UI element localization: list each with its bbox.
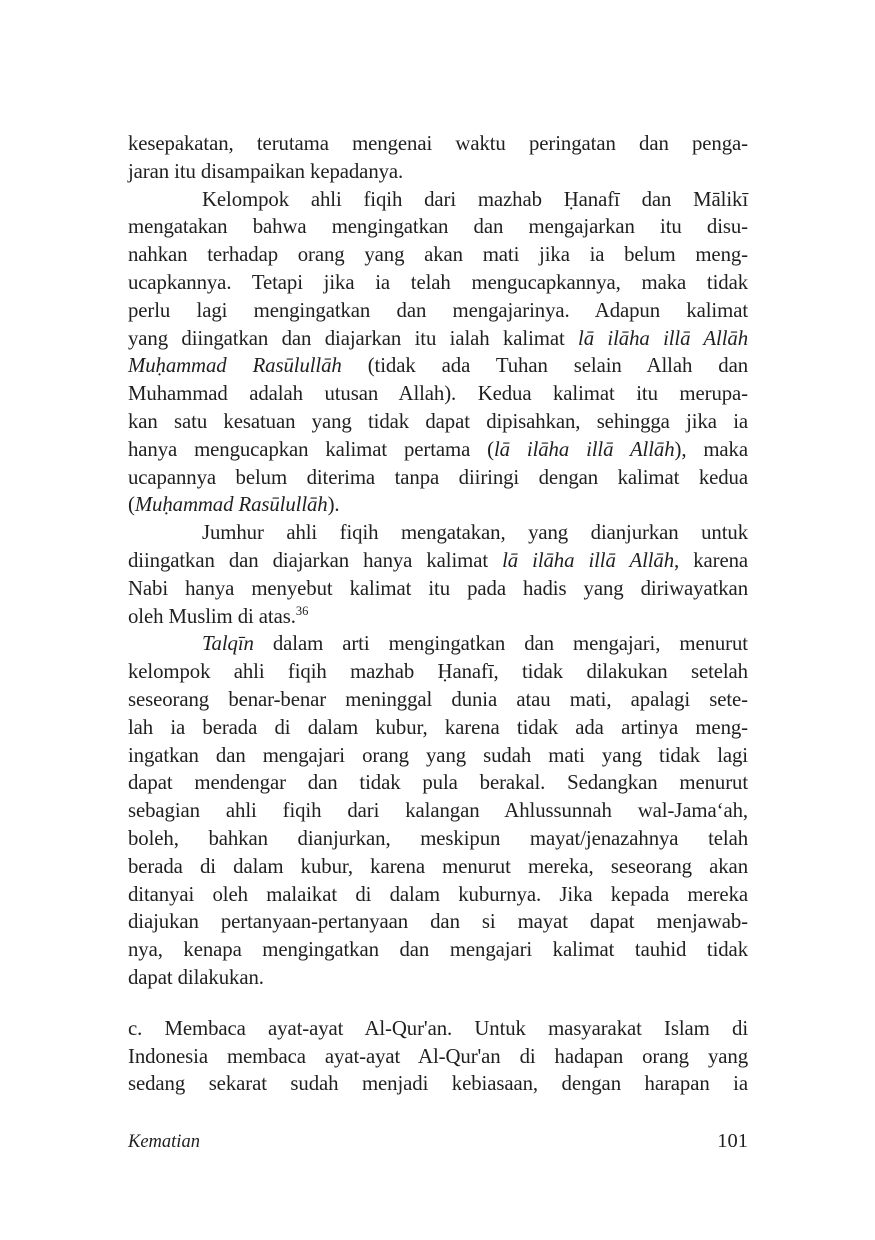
text-segment: kelompok ahli fiqih mazhab Ḥanafī, tidak dilakukan setelah	[128, 660, 748, 684]
text-segment: seseorang benar-benar meninggal dunia atau mati, apalagi sete-	[128, 687, 748, 711]
paragraph	[128, 519, 748, 630]
paragraph	[128, 130, 748, 186]
text-line	[128, 297, 748, 325]
text-line	[128, 325, 748, 353]
text-line	[128, 464, 748, 492]
transliteration-italic: Muḥammad Rasūlullāh	[128, 354, 342, 378]
text-segment: nahkan terhadap orang yang akan mati jika ia belum meng-	[128, 243, 748, 267]
text-segment: sebagian ahli fiqih dari kalangan Ahlussunnah wal-Jama‘ah,	[128, 799, 748, 823]
text-line	[128, 853, 748, 881]
text-segment: dapat dilakukan.	[128, 965, 264, 989]
paragraph	[128, 630, 748, 991]
text-segment: dalam arti mengingatkan dan mengajari, menurut	[253, 632, 748, 656]
running-head: Kematian	[128, 1132, 200, 1152]
text-line	[128, 686, 748, 714]
text-line	[128, 908, 748, 936]
text-line	[128, 658, 748, 686]
text-line	[128, 603, 748, 631]
text-line	[128, 769, 748, 797]
text-segment: ucapannya belum diterima tanpa diiringi dengan kalimat kedua	[128, 465, 748, 489]
text-line	[128, 714, 748, 742]
text-line	[128, 269, 748, 297]
text-segment: hanya mengucapkan kalimat pertama (	[128, 437, 494, 461]
text-segment: (	[128, 493, 135, 517]
text-line	[128, 130, 748, 158]
text-line	[128, 630, 748, 658]
text-segment: kan satu kesatuan yang tidak dapat dipisahkan, sehingga jika ia	[128, 409, 748, 433]
text-line	[128, 380, 748, 408]
text-segment: jaran itu disampaikan kepadanya.	[128, 159, 404, 183]
text-segment: diingatkan dan diajarkan hanya kalimat	[128, 548, 503, 572]
text-segment: boleh, bahkan dianjurkan, meskipun mayat/jenazahnya telah	[128, 826, 748, 850]
text-segment: sedang sekarat sudah menjadi kebiasaan, dengan harapan ia	[128, 1072, 748, 1096]
text-line	[128, 964, 748, 992]
text-segment: ucapkannya. Tetapi jika ia telah mengucapkannya, maka tidak	[128, 270, 748, 294]
transliteration-italic: lā ilāha illā Allāh	[494, 437, 675, 461]
text-line	[128, 742, 748, 770]
paragraph	[128, 186, 748, 520]
text-segment: , karena	[674, 548, 749, 572]
text-line	[128, 547, 748, 575]
text-segment: diajukan pertanyaan-pertanyaan dan si mayat dapat menjawab-	[128, 910, 748, 934]
text-line	[128, 436, 748, 464]
body-text	[128, 130, 748, 1098]
text-line	[128, 158, 748, 186]
text-line	[128, 352, 748, 380]
text-line	[128, 1043, 748, 1071]
text-segment: ingatkan dan mengajari orang yang sudah mati yang tidak lagi	[128, 743, 748, 767]
page-footer	[128, 1130, 748, 1153]
text-line	[128, 213, 748, 241]
page-number: 101	[717, 1130, 748, 1152]
text-segment: kesepakatan, terutama mengenai waktu peringatan dan penga-	[128, 132, 748, 155]
footnote-reference: 36	[295, 603, 309, 618]
text-line	[128, 491, 748, 519]
text-line	[128, 881, 748, 909]
text-segment: ditanyai oleh malaikat di dalam kuburnya. Jika kepada mereka	[128, 882, 748, 906]
text-line	[128, 797, 748, 825]
paragraph	[128, 1015, 748, 1098]
text-segment: oleh Muslim di atas.	[128, 604, 296, 628]
text-line	[128, 1070, 748, 1098]
transliteration-italic: Muḥammad Rasūlullāh	[134, 493, 328, 517]
transliteration-italic: lā ilāha illā Allāh	[502, 548, 675, 572]
text-line	[128, 408, 748, 436]
text-segment: nya, kenapa mengingatkan dan mengajari kalimat tauhid tidak	[128, 938, 748, 962]
text-segment: Jumhur ahli fiqih mengatakan, yang dianjurkan untuk	[202, 521, 748, 545]
text-segment: dapat mendengar dan tidak pula berakal. Sedangkan menurut	[128, 771, 748, 795]
text-line	[128, 825, 748, 853]
text-line	[128, 186, 748, 214]
text-segment: c. Membaca ayat-ayat Al-Qur'an. Untuk masyarakat Islam di	[128, 1016, 748, 1040]
text-segment: (tidak ada Tuhan selain Allah dan	[341, 354, 749, 378]
text-line	[128, 575, 748, 603]
text-segment: yang diingatkan dan diajarkan itu ialah kalimat	[128, 326, 579, 350]
text-segment: lah ia berada di dalam kubur, karena tidak ada artinya meng-	[128, 715, 748, 739]
text-segment: ).	[327, 493, 340, 517]
text-segment: perlu lagi mengingatkan dan mengajarinya. Adapun kalimat	[128, 298, 748, 322]
text-segment: ), maka	[674, 437, 748, 461]
text-segment: mengatakan bahwa mengingatkan dan mengajarkan itu disu-	[128, 215, 748, 239]
text-segment: Indonesia membaca ayat-ayat Al-Qur'an di hadapan orang yang	[128, 1044, 748, 1068]
text-segment: Kelompok ahli fiqih dari mazhab Ḥanafī dan Mālikī	[202, 187, 748, 211]
text-segment: Muhammad adalah utusan Allah). Kedua kalimat itu merupa-	[128, 382, 748, 406]
text-line	[128, 519, 748, 547]
text-segment: berada di dalam kubur, karena menurut mereka, seseorang akan	[128, 854, 748, 878]
transliteration-italic: lā ilāha illā Allāh	[578, 326, 748, 350]
text-line	[128, 1015, 748, 1043]
text-line	[128, 241, 748, 269]
transliteration-italic: Talqīn	[202, 632, 254, 656]
text-segment: Nabi hanya menyebut kalimat itu pada hadis yang diriwayatkan	[128, 576, 748, 600]
text-line	[128, 936, 748, 964]
